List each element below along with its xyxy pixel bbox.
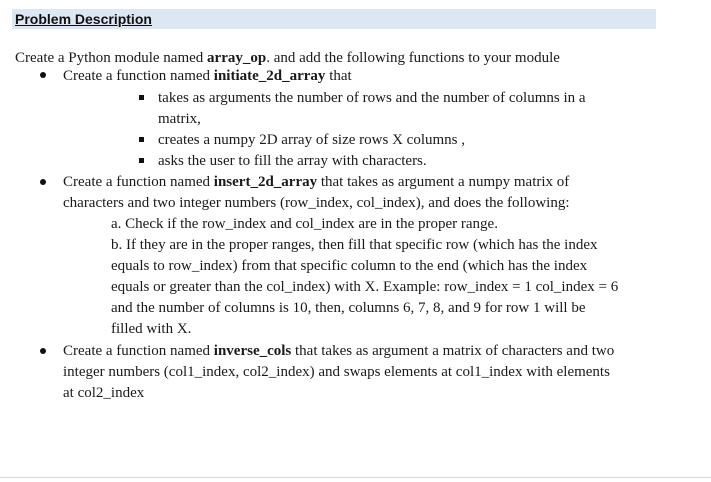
function3-line1: Create a function named inverse_cols that takes as argument a matrix of characters and two xyxy=(63,343,615,359)
function2-step-a: a. Check if the row_index and col_index are in the proper range. xyxy=(111,216,498,232)
function1-line: Create a function named initiate_2d_array that xyxy=(63,68,352,84)
function3-line2: integer numbers (col1_index, col2_index) and swaps elements at col1_index with elements xyxy=(63,364,610,380)
function1-sub1-line2: matrix, xyxy=(158,111,201,127)
function2-step-b-line1: b. If they are in the proper ranges, then fill that specific row (which has the index xyxy=(111,237,598,253)
function3-name: inverse_cols xyxy=(213,343,292,359)
bullet-square-icon xyxy=(139,158,144,163)
function2-line1: Create a function named insert_2d_array that takes as argument a numpy matrix of xyxy=(63,174,570,190)
function1-sub3: asks the user to fill the array with characters. xyxy=(158,153,427,169)
function2-step-b-line5: filled with X. xyxy=(111,321,192,337)
module-name: array_op xyxy=(207,50,267,66)
function2-name: insert_2d_array xyxy=(213,174,318,190)
bullet-dot-icon xyxy=(40,348,46,354)
function1-sub2: creates a numpy 2D array of size rows X columns , xyxy=(158,132,465,148)
bullet-dot-icon xyxy=(40,179,46,185)
function2-step-b-line3: equals or greater than the col_index) with X. Example: row_index = 1 col_index = 6 xyxy=(111,279,619,295)
bullet-square-icon xyxy=(139,95,144,100)
section-title: Problem Description xyxy=(15,11,152,27)
function2-step-b-line2: equals to row_index) from that specific column to the end (which has the index xyxy=(111,258,588,274)
intro-line: Create a Python module named array_op. and add the following functions to your module xyxy=(15,50,560,66)
function1-sub1-line1: takes as arguments the number of rows and the number of columns in a xyxy=(158,90,586,106)
function2-line2: characters and two integer numbers (row_index, col_index), and does the following: xyxy=(63,195,570,211)
function2-step-b-line4: and the number of columns is 10, then, columns 6, 7, 8, and 9 for row 1 will be xyxy=(111,300,586,316)
function1-name: initiate_2d_array xyxy=(213,68,326,84)
bullet-dot-icon xyxy=(40,72,46,78)
bullet-square-icon xyxy=(139,137,144,142)
bottom-divider xyxy=(0,477,711,478)
function3-line3: at col2_index xyxy=(63,385,145,401)
